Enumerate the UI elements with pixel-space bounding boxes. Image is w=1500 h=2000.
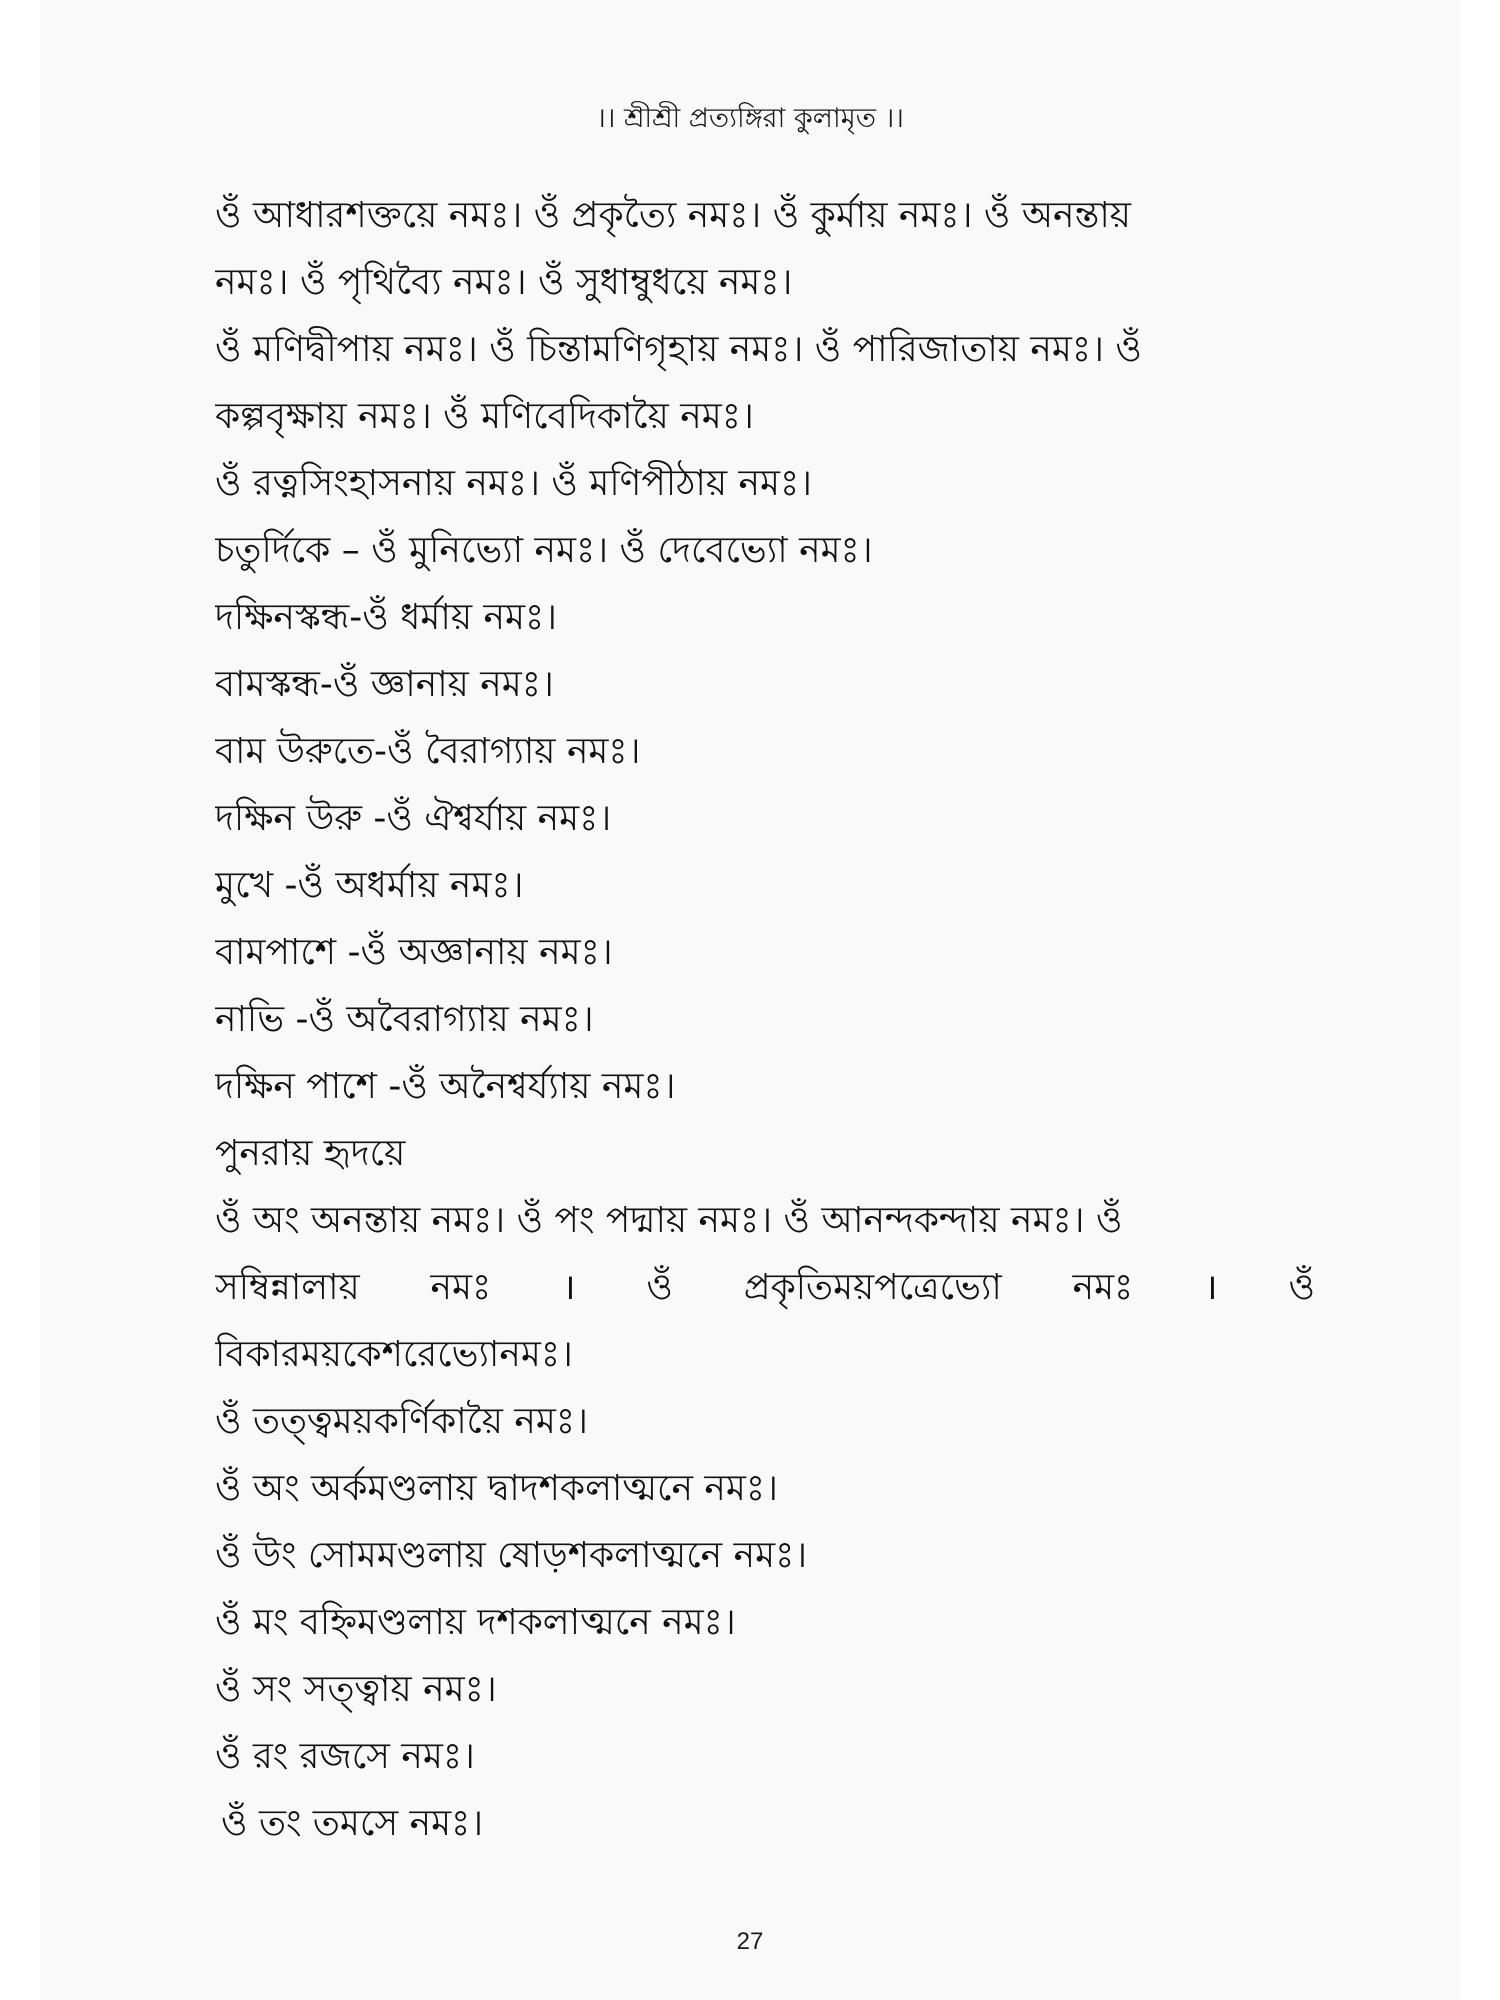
text-line: বামপাশে -ওঁ অজ্ঞানায় নমঃ। [215, 932, 613, 973]
text-line: দক্ষিন উরু -ওঁ ঐশ্বর্যায় নমঃ। [215, 798, 612, 839]
text-line: ওঁ তত্ত্বময়কর্ণিকায়ৈ নমঃ। [215, 1401, 588, 1442]
word: নমঃ [430, 1267, 492, 1308]
text-line: ওঁ তং তমসে নমঃ। [221, 1803, 484, 1844]
justified-text-line [215, 1254, 1315, 1321]
text-line: ওঁ রত্নসিংহাসনায় নমঃ। ওঁ মণিপীঠায় নমঃ। [215, 463, 813, 504]
text-line: ওঁ মণিদ্বীপায় নমঃ। ওঁ চিন্তামণিগৃহায় নমঃ। ওঁ পারিজাতায় নমঃ। ওঁ [215, 329, 1142, 370]
text-line: ওঁ অং অর্কমণ্ডলায় দ্বাদশকলাত্মনে নমঃ। [215, 1468, 778, 1509]
word: । [561, 1267, 576, 1308]
text-line: নমঃ। ওঁ পৃথিব্যৈ নমঃ। ওঁ সুধাম্বুধয়ে নমঃ। [215, 262, 793, 303]
word: নমঃ [1072, 1267, 1134, 1308]
mantra-text-block [215, 182, 1315, 1857]
text-line: ওঁ মং বহ্নিমণ্ডলায় দশকলাত্মনে নমঃ। [215, 1602, 736, 1643]
text-line: ওঁ অং অনন্তায় নমঃ। ওঁ পং পদ্মায় নমঃ। ওঁ আনন্দকন্দায় নমঃ। ওঁ [215, 1200, 1123, 1241]
word: প্রকৃতিময়পত্রেভ্যো [743, 1267, 1002, 1308]
text-line: বিকারময়কেশরেভ্যোনমঃ। [215, 1334, 573, 1375]
text-line: মুখে -ওঁ অধর্মায় নমঃ। [215, 865, 524, 906]
word: ওঁ [646, 1267, 673, 1308]
text-line: পুনরায় হৃদয়ে [215, 1133, 406, 1174]
word: সম্বিন্নালায় [215, 1267, 360, 1308]
text-line: বাম উরুতে-ওঁ বৈরাগ্যায় নমঃ। [215, 731, 641, 772]
text-line: দক্ষিন পাশে -ওঁ অনৈশ্বর্য্যায় নমঃ। [215, 1066, 676, 1107]
text-line: ওঁ আধারশক্তয়ে নমঃ। ওঁ প্রকৃত্যৈ নমঃ। ওঁ কুর্মায় নমঃ। ওঁ অনন্তায় [215, 195, 1131, 236]
text-line: ওঁ রং রজসে নমঃ। [215, 1736, 475, 1777]
text-line: চতুর্দিকে – ওঁ মুনিভ্যো নমঃ। ওঁ দেবেভ্যো নমঃ। [215, 530, 873, 571]
text-line: দক্ষিনস্কন্ধ-ওঁ ধর্মায় নমঃ। [215, 597, 558, 638]
text-line: কল্পবৃক্ষায় নমঃ। ওঁ মণিবেদিকায়ৈ নমঃ। [215, 396, 754, 437]
running-header: ।। শ্রীশ্রী প্রত্যঙ্গিরা কুলামৃত ।। [596, 103, 904, 134]
text-line: ওঁ উং সোমমণ্ডলায় ষোড়শকলাত্মনে নমঃ। [215, 1535, 808, 1576]
text-line: বামস্কন্ধ-ওঁ জ্ঞানায় নমঃ। [215, 664, 554, 705]
word: । [1204, 1267, 1218, 1308]
page-number: 27 [736, 1928, 764, 1955]
text-line: নাভি -ওঁ অবৈরাগ্যায় নমঃ। [215, 999, 594, 1040]
word: ওঁ [1288, 1267, 1315, 1308]
text-line: ওঁ সং সত্ত্বায় নমঃ। [215, 1669, 497, 1710]
